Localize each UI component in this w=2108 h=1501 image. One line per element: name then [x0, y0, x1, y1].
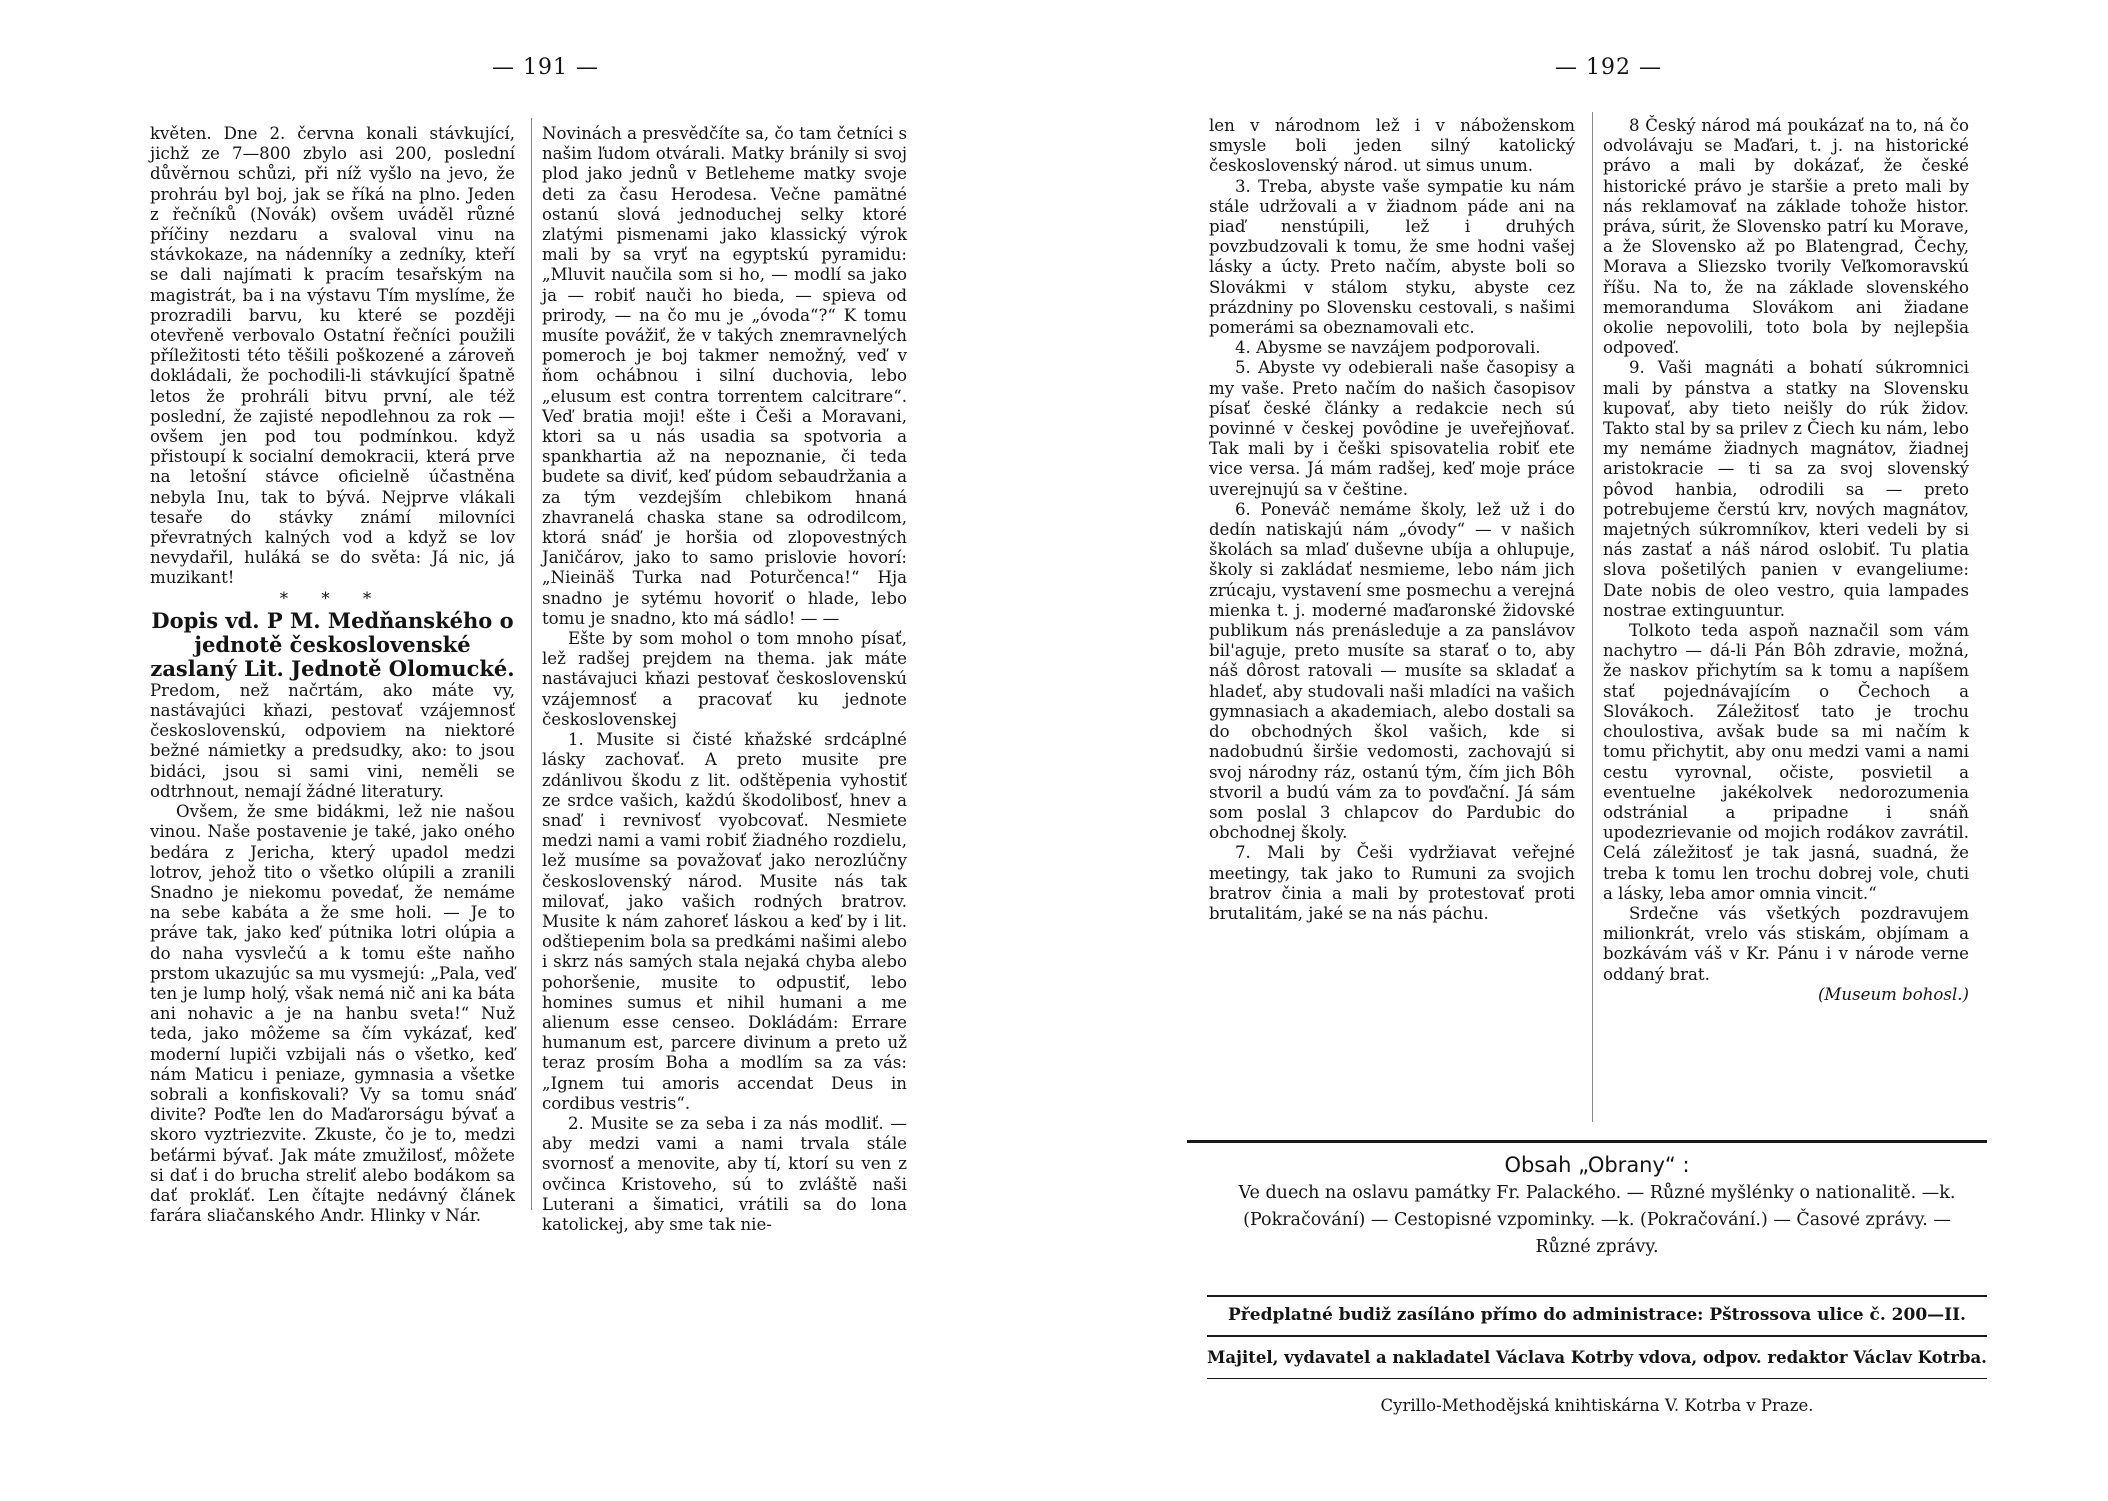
contents-rule	[1207, 1295, 1987, 1297]
contents-line: Různé zprávy.	[1535, 1237, 1659, 1257]
article-point: 3. Treba, abyste vaše sympatie ku nám stále udržovali a v žiadnom páde ani na piaď nenstúpili, lež i druhých povzbudzovali k tomu, že sme hodni vašej lásky a úcty. Preto načím, abyste boli so Slovákmi v stálom styku, abyste cez prázdniny po Slovensku cestovali, s našimi pomerámi sa obeznamovali etc.	[1209, 176, 1575, 338]
column-rule	[531, 118, 532, 1210]
left-column-2	[542, 124, 907, 1235]
article-text: Ovšem, že sme bidákmi, lež nie našou vinou. Naše postavenie je také, jako oného bedára z Jericha, který upadol medzi lotrov, jehož tito o všetko olúpili a zranili Snadno je niekomu povedať, že nemáme na sebe kabáta a že sme holi. — Je to práve tak, jako keď pútnika lotri olúpia a do naha vysvlečú a k tomu ešte naňho prstom ukazujúc sa mu vysmejú: „Pala, veď ten je lump holý, však nemá nič ani ka báta ani nohavic a je na hanbu sveta!“ Nuž teda, jako môžeme sa čím vykázať, keď moderní lupiči vzbijali nás o všetko, keď nám Maticu i peniaze, gymnasia a všetke sobrali a konfiskovali? Vy sa tomu snáď divite? Poďte len do Maďarorságu bývať a skoro vyztriezvite. Zkuste, čo je to, medzi beťármi bývať. Jak máte zmužilosť, môžete si dať i do brucha streliť alebo bodákom sa dať prokláť. Len čítajte nedávný článek farára sliačanského Andr. Hlinky v Nár.	[150, 802, 515, 1226]
contents-top-rule	[1187, 1140, 1987, 1143]
article-point: 2. Musite se za seba i za nás modliť. — aby medzi vami a nami trvala stále svornosť a menovite, aby tí, ktorí su ven z ovčinca Kristoveho, sú to zvláště naši Luterani a šimatici, vrátili sa do lona katolickej, aby sme tak nie-	[542, 1113, 907, 1234]
article-text: květen. Dne 2. června konali stávkující, jichž ze 7—800 zbylo asi 200, poslední důvěrnou schůzi, při níž vyšlo na jevo, že prohráu byl boj, jak se říká na plno. Jeden z řečníků (Novák) ovšem uváděl různé příčiny nezdaru a svaloval vinu na stávkokaze, na nádenníky a zedníky, kteří se dali najímati k pracím tesařským na magistrát, ba i na výstavu Tím myslíme, že prozradili barvu, ku které se později otevřeně verbovalo Ostatní řečníci použili příležitosti této těšili poškozené a zároveň dokládali, že pochodili-li stávkující špatně letos že prohráli bitvu první, ale též poslední, že zajisté nepodlehnou za rok — ovšem jen pod tou podmínkou. když přistoupí k socialní demokracii, která prve na letošní stávce oficielně účastněna nebyla Inu, tak to bývá. Nejprve vlákali tesaře do stávky známí milovníci převratných kalných vod a když se lov nevydařil, huláká se do světa: Já nic, já muzikant!	[150, 124, 515, 588]
printer-line: Cyrillo-Methodějská knihtiskárna V. Kotrba v Praze.	[1380, 1396, 1814, 1415]
contents-line: Ve duech na oslavu památky Fr. Palackého. — Různé myšlénky o nationalitě. —k.	[1238, 1183, 1956, 1203]
article-text: len v národnom lež i v náboženskom smysle boli jeden silný katolický československý národ. ut simus unum.	[1209, 116, 1575, 176]
article-point: 5. Abyste vy odebierali naše časopisy a my vaše. Preto načím do našich časopisov písať české články a redakcie nech sú povinné v českej povôdine je uveřejňovať. Tak mali by i češki spisovatelia robiť ete vice versa. Já mám radšej, keď moje práce uverejnujú sa v češtine.	[1209, 358, 1575, 499]
column-rule	[1592, 112, 1593, 1122]
section-divider-stars: * * *	[279, 588, 386, 608]
page-number-left: — 191 —	[492, 55, 599, 80]
article-point: 7. Mali by Češi vydržiavat veřejné meetingy, tak jako to Rumuni za svojich bratrov činia a mali by protestovať proti brutalitám, jaké se na nás páchu.	[1209, 843, 1575, 923]
contents-line: (Pokračování) — Cestopisné vzpominky. —k. (Pokračování.) — Časové zprávy. —	[1243, 1210, 1951, 1230]
right-column-2	[1603, 116, 1969, 1005]
left-column-1	[150, 124, 515, 1226]
page-number-right: — 192 —	[1555, 55, 1662, 80]
contents-title: Obsah „Obrany“ :	[1504, 1153, 1690, 1177]
contents-rule	[1207, 1335, 1987, 1337]
article-text: Ešte by som mohol o tom mnoho písať, lež radšej prejdem na thema. jak máte nastávajuci kňazi pestovať československú vzájemnosť a pracovať ku jednote československej	[542, 629, 907, 729]
article-signature: (Museum bohosl.)	[1817, 984, 1969, 1004]
article-point: 1. Musite si čisté kňažské srdcáplné lásky zachovať. A preto musite pre zdánlivou škodu z lit. odštěpenia vyhostiť ze srdce vašich, každú škodolibosť, hnev a snaď i revnivosť vyobcovať. Nesmiete medzi nami a vami robiť žiadného rozdielu, lež musíme sa považovať jako nerozlúčny československý národ. Musite nás tak milovať, jako vašich rodných bratrov. Musite k nám zahoreť láskou a keď by i lit. odštiepenim bola sa predkámi našimi alebo i skrz nás samých stala nejaká chyba alebo pohoršenie, musite to odpustiť, lebo homines sumus et nihil humani a me alienum esse censeo. Dokládám: Errare humanum est, parcere divinum a preto už teraz prosím Boha a modlím sa za vás: „Ignem tui amoris accendat Deus in cordibus vestris“.	[542, 730, 907, 1113]
publisher-line: Majitel, vydavatel a nakladatel Václava Kotrby vdova, odpov. redaktor Václav Kotrba.	[1207, 1348, 1987, 1367]
article-lead: Predom, než načrtám, ako máte vy, nastávajúci kňazi, pestovať vzájemnosť československú, odpoviem na niektoré bežné námietky a predsudky, ako: to jsou bidáci, jsou si sami vini, neměli se odtrhnout, nemají žádné literatury.	[150, 680, 515, 801]
article-point: 4. Abysme se navzájem podporovali.	[1235, 338, 1541, 358]
contents-block	[1207, 1150, 1987, 1261]
article-text: Tolkoto teda aspoň naznačil som vám nachytro — dá-li Pán Bôh zdravie, možná, že naskov přichytím sa k tomu a napíšem stať pojednávajícím o Čechoch a Slovákoch. Záležitosť tato je trochu choulostiva, avšak bude sa mi načím k tomu přichytit, aby onu medzi vami a nami cestu vyrovnal, očiste, posvietil a eventuelne jakékolvek nedorozumenia odstránial a pripadne i snáň upodezrievanie od mojich rodákov zavrátil. Celá záležitosť je tak jasná, suadná, že treba k tomu len trochu dobrej vole, chuti a lásky, leba amor omnia vincit.“	[1603, 621, 1969, 903]
article-text: Srdečne vás všetkých pozdravujem milionkrát, vrelo vás stiskám, objímam a bozkávám váš v Kr. Pánu i v národe verne oddaný brat.	[1603, 903, 1969, 984]
article-text: Novinách a presvědčíte sa, čo tam četníci s našim ľudom otvárali. Matky bránily si svoj plod jako jednů v Betleheme matky svoje deti za času Herodesa. Večne pamätné ostanú slová jednoduchej selky ktoré zlatými pismenami jako klassický výrok mali by sa vryť na egyptskú pyramidu: „Mluvit naučila som si ho, — modlí sa jako ja — robiť nauči ho bieda, — spieva od prirody, — na čo mu je „óvoda“?“ K tomu musíte povážiť, že v takých znemravnelých pomeroch je boj takmer nemožný, veď v ňom ochábnou i silní duchovia, lebo „elusum est contra torrentem calcitrare“. Veď bratia moji! ešte i Češi a Moravani, ktori sa u nás usadia sa spotvoria a spankhartia až na nepoznanie, či teda budete sa diviť, keď púdom sebaudržania a za tým vezdejším chlebikom hnaná zhavranelá chaska stane sa odrodilcom, ktorá snáď je horšia od zlopovestných Janičárov, jako to samo prislovie hovorí: „Nieinäš Turka nad Poturčenca!“ Hja snadno je sytému hovoriť o hlade, lebo tomu je snadno, kto má sádlo! — —	[542, 124, 907, 628]
subscription-note: Předplatné budiž zasíláno přímo do administrace: Pštrossova ulice č. 200—II.	[1228, 1305, 1966, 1325]
right-column-1	[1209, 116, 1575, 924]
article-point: 9. Vaši magnáti a bohatí súkromnici mali by pánstva a statky na Slovensku kupovať, aby tieto neišly do rúk židov. Takto stal by sa prilev z Čiech ku nám, lebo my nemáme žiadnych magnátov, žiadnej aristokracie — ti sa za svoj slovenský pôvod hanbia, odrodili sa — preto potrebujeme čerstú krv, nových magnátov, majetných súkromníkov, kteri vedeli by si nás zastať a náš národ oslobiť. Tu platia slova pošetilých panien v evangeliume: Date nobis de oleo vestro, quia lampades nostrae extinguuntur.	[1603, 358, 1969, 620]
article-point: 8 Český národ má poukázať na to, ná čo odvolávaju se Maďari, t. j. na historické právo a mali by dokázať, že české historické právo je staršie a preto mali by nás reklamovať na základe tohože histor. práva, súrit, že Slovensko patrí ku Morave, a že Slovensko až po Blatengrad, Čechy, Morava a Sliezsko tvorily Veľkomoravskú říšu. Na to, že na základe slovenského memoranduma Slovákom ani žiadane okolie nepovolili, toto bola by nejlepšia odpoveď.	[1603, 116, 1969, 358]
contents-rule	[1207, 1378, 1987, 1379]
article-heading: Dopis vd. P M. Medňanského o jednotě československé zaslaný Lit. Jednotě Olomucké.	[150, 607, 515, 681]
article-point: 6. Poneváč nemáme školy, lež už i do dedín natiskajú nám „óvody“ — v našich školách sa mlaď duševne ubíja a ohlupuje, školy si zakládať nesmieme, lebo nám jich zrúcaju, vystavení sme posmechu a verejná mienka t. j. moderné maďaronské židovské publikum nás prenásleduje a za panslávov bil'aguje, preto musíte sa starať o to, aby náš dôrost ratovali — musíte sa skladať a hladeť, aby studovali naši mladíci na vašich gymnasiach a akademiach, alebo dostali sa do obchodných škol vašich, kde si nadobudnú širšie vedomosti, zachovajú si svoj národny ráz, ostanú tým, čím jich Bôh stvoril a budú vám za to povďační. Já sám som poslal 3 chlapcov do Pardubic do obchodnej školy.	[1209, 499, 1575, 843]
